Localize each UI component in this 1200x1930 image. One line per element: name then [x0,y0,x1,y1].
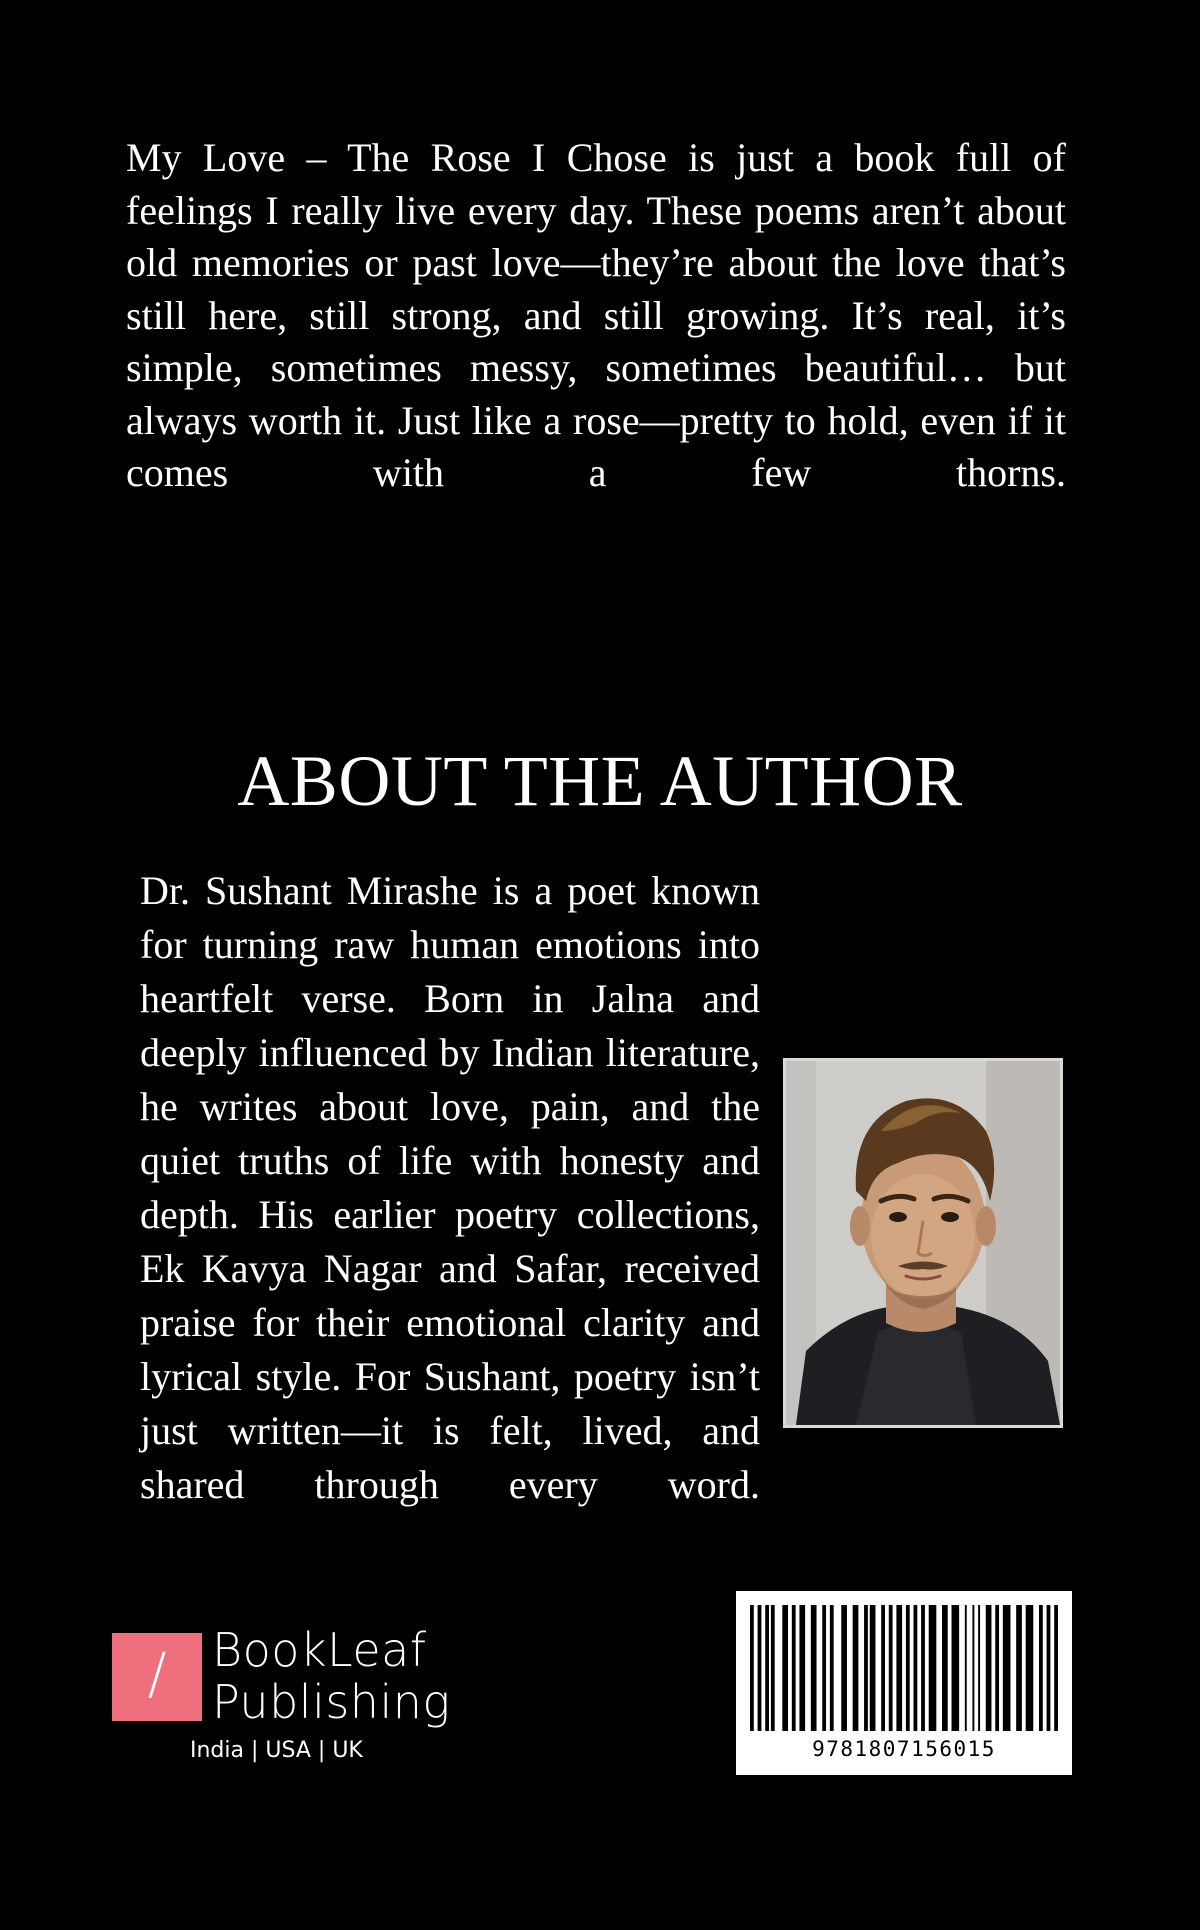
publisher-name [212,1624,451,1728]
barcode-bar [853,1605,859,1731]
barcode-bar [1003,1605,1011,1731]
barcode-bar [1039,1605,1043,1731]
barcode-bar [811,1605,817,1731]
barcode-bar [758,1605,762,1731]
publisher-logo-icon [112,1633,202,1721]
barcode-bar [1047,1605,1051,1731]
barcode-bar [792,1605,796,1731]
about-author-heading: ABOUT THE AUTHOR [237,741,963,821]
barcode-bar [952,1605,960,1731]
barcode-bar [771,1605,775,1731]
barcode-bar [906,1605,910,1731]
barcode-bar [921,1605,925,1731]
barcode-bar [765,1605,769,1731]
barcode-bar [972,1605,974,1731]
isbn-barcode [736,1591,1072,1775]
barcode-bar [889,1605,893,1731]
author-photo [783,1058,1063,1428]
barcode-bar [929,1605,937,1731]
barcode-bar [965,1605,967,1731]
book-blurb: My Love – The Rose I Chose is just a book full of feelings I really live every day. These poems aren’t about old memories or past love—they’re about the love that’s still here, still strong, and still growing. It’s real, it’s simple, sometimes messy, sometimes beautiful… but always worth it. Just like a rose—pretty to hold, even if it comes with a few thorns. [126,135,1066,495]
barcode-bar [986,1605,992,1731]
publisher-logo-slash: / [147,1642,167,1707]
barcode-bar [841,1605,847,1731]
barcode-bar [782,1605,788,1731]
author-bio: Dr. Sushant Mirashe is a poet known for turning raw human emotions into heartfelt verse. Born in Jalna and deeply influenced by Indian literature, he writes about love, pain, and the quiet truths of life with honesty and depth. His earlier poetry collections, Ek Kavya Nagar and Safar, received praise for their emotional clarity and lyrical style. For Sushant, poetry isn’t just written—it is felt, lived, and shared through every word. [140,868,760,1507]
barcode-bar [914,1605,918,1731]
barcode-bar [870,1605,876,1731]
barcode-bar [896,1605,902,1731]
publisher-name-line2: Publishing [212,1675,451,1729]
barcode-bar [881,1605,885,1731]
barcode-bar [942,1605,948,1731]
barcode-bar [1026,1605,1034,1731]
barcode-bars-icon [750,1605,1058,1731]
publisher-regions: India | USA | UK [190,1738,363,1763]
barcode-bar [799,1605,805,1731]
barcode-bar [864,1605,868,1731]
isbn-number: 9781807156015 [812,1737,996,1761]
barcode-bar [995,1605,999,1731]
publisher-name-line1: BookLeaf [212,1623,427,1677]
barcode-bar [1016,1605,1022,1731]
barcode-bar [1054,1605,1058,1731]
barcode-bar [750,1605,754,1731]
barcode-bar [830,1605,834,1731]
barcode-bar [978,1605,980,1731]
barcode-bar [822,1605,826,1731]
